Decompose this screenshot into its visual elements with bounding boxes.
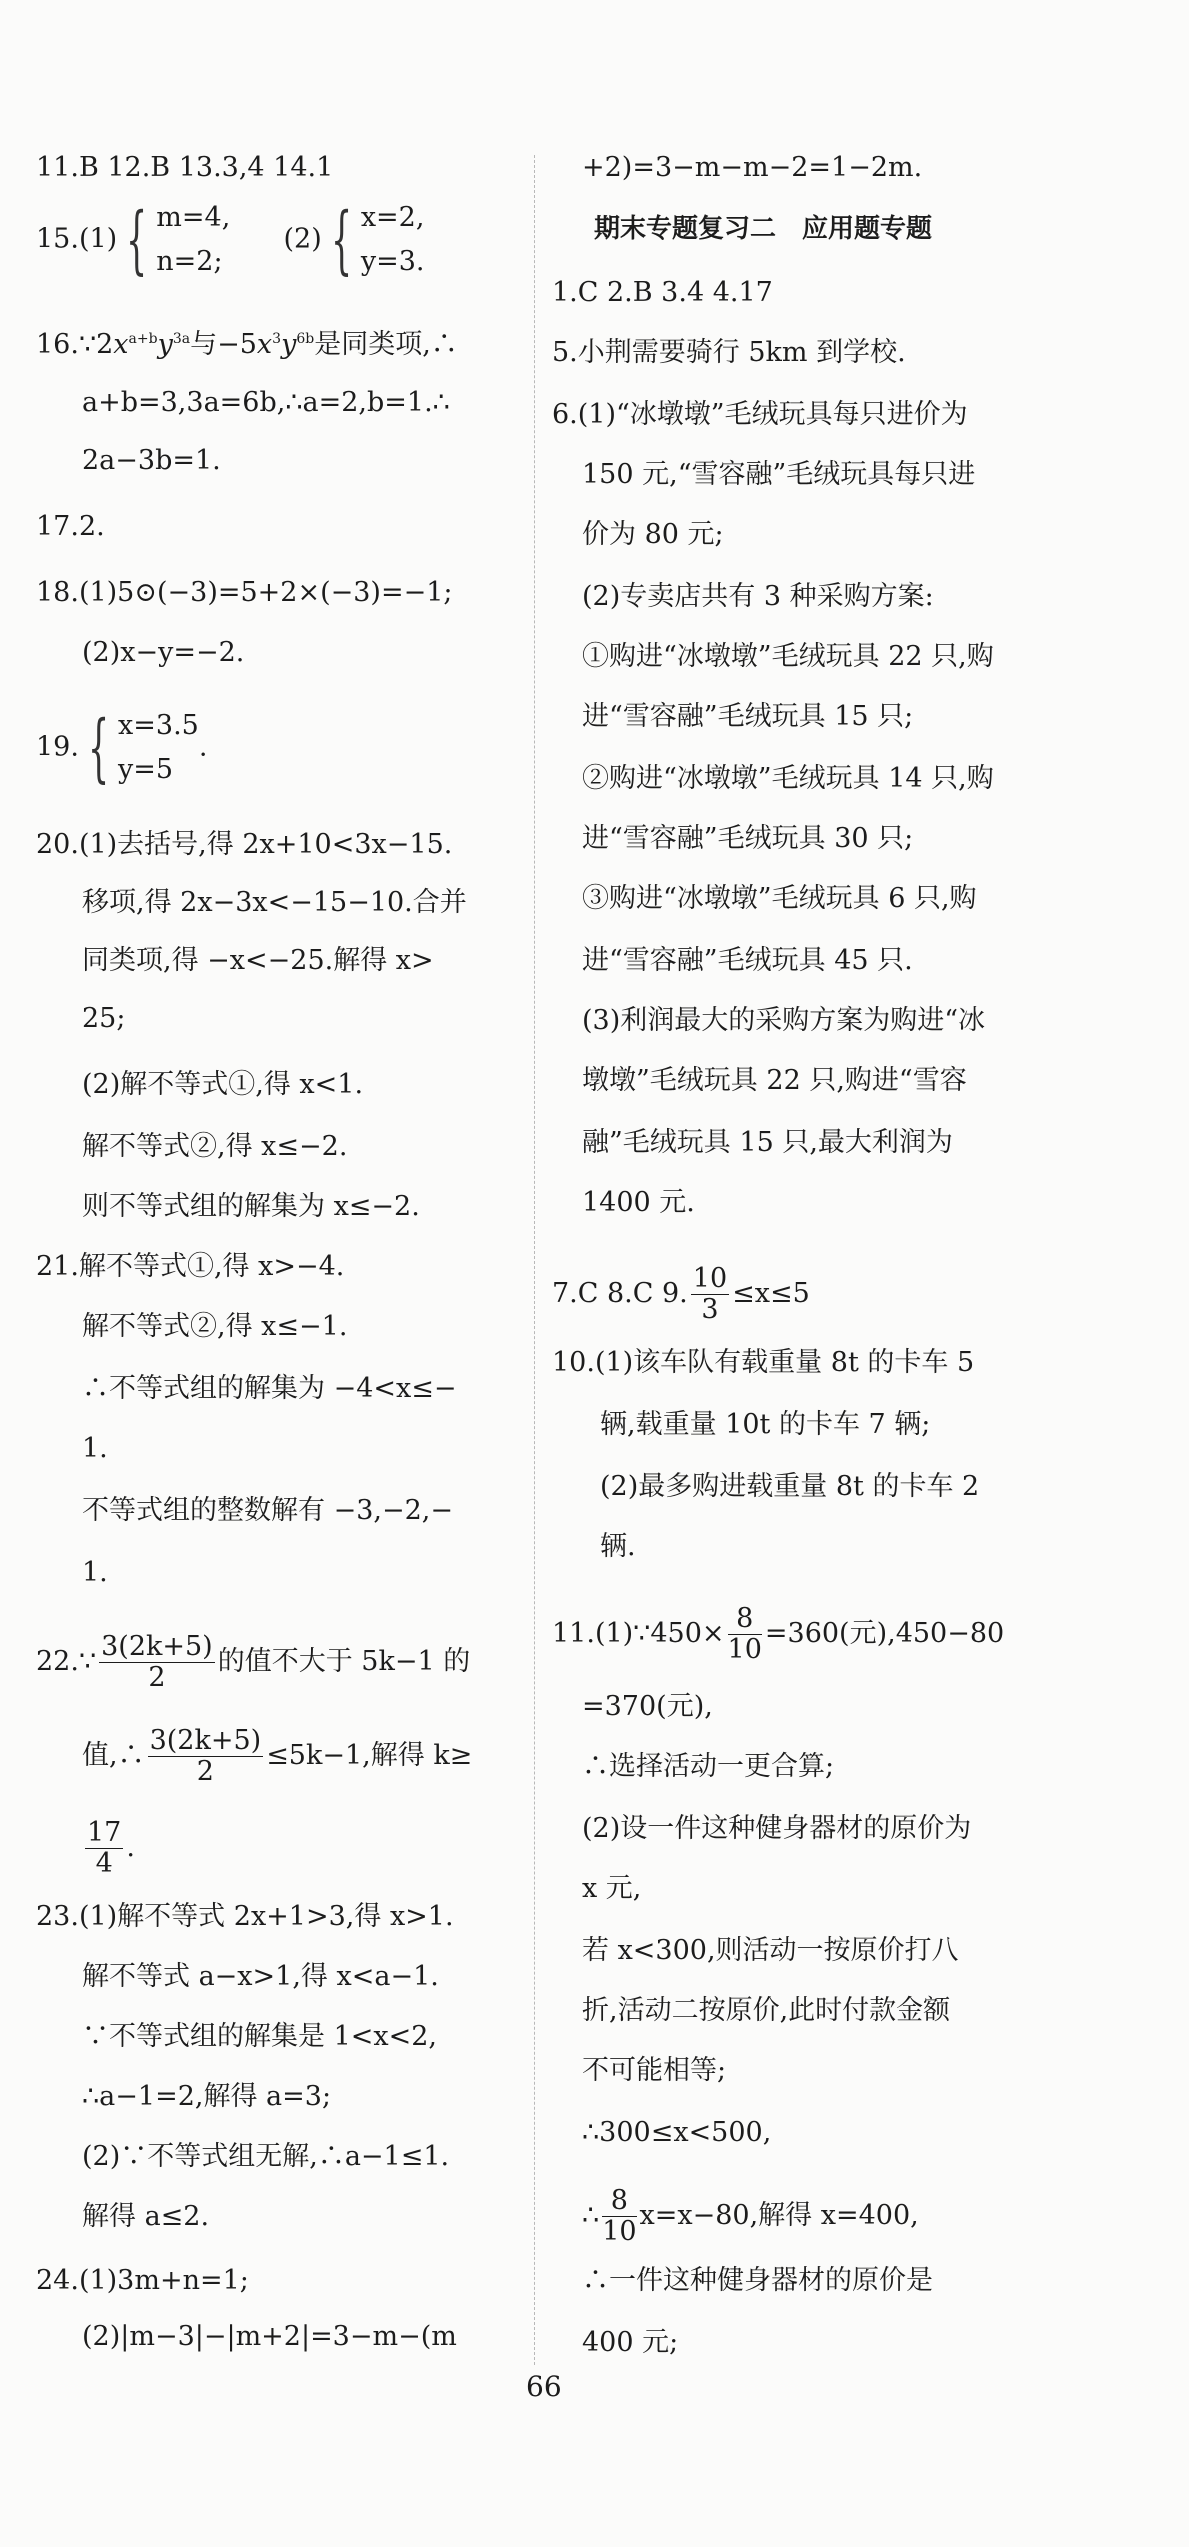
fraction: $\frac{10}{3}$ [692, 1263, 728, 1325]
page-number: 66 [526, 2370, 562, 2403]
answer-11-line12: 400 元; [582, 2327, 679, 2358]
answer-6-line6: 进“雪容融”毛绒玩具 15 只; [582, 701, 914, 732]
answer-11-line9: ∴300≤x<500, [582, 2117, 772, 2148]
answer-19: 19. { x=3.5 y=5 . [36, 705, 208, 791]
answer-6-line2: 150 元,“雪容融”毛绒玩具每只进 [582, 459, 976, 490]
answer-23-line6: 解得 a≤2. [82, 2201, 210, 2232]
answers-11-14: 11.B 12.B 13.3,4 14.1 [36, 152, 334, 183]
fraction: $\frac{17}{4}$ [87, 1817, 122, 1879]
answer-23-line4: ∴a−1=2,解得 a=3; [82, 2081, 332, 2112]
answer-20-line4: 25; [82, 1003, 126, 1034]
answer-11-line7: 折,活动二按原价,此时付款金额 [582, 1995, 951, 2026]
answer-6-line5: ①购进“冰墩墩”毛绒玩具 22 只,购 [582, 641, 994, 672]
answers-7-9: 7.C 8.C 9. $\frac{10}{3}$ ≤x≤5 [552, 1263, 810, 1325]
answer-6-line9: ③购进“冰墩墩”毛绒玩具 6 只,购 [582, 883, 977, 914]
answer-11-line3: ∴选择活动一更合算; [582, 1751, 835, 1782]
answer-24-continued: +2)=3−m−m−2=1−2m. [582, 152, 923, 183]
answer-21-line6: 1. [82, 1557, 108, 1588]
answer-23-line5: (2)∵不等式组无解,∴a−1≤1. [82, 2141, 450, 2172]
brace-icon: { [330, 197, 352, 283]
answer-10-line2: 辆,载重量 10t 的卡车 7 辆; [600, 1409, 931, 1440]
answer-24-line1: 24.(1)3m+n=1; [36, 2265, 249, 2296]
answer-6-line7: ②购进“冰墩墩”毛绒玩具 14 只,购 [582, 763, 994, 794]
answer-6-line11: (3)利润最大的采购方案为购进“冰 [582, 1005, 986, 1036]
fraction: $\frac{8}{10}$ [602, 2185, 637, 2247]
fraction: $\frac{3(2k+5)}{2}$ [149, 1725, 262, 1787]
answer-20-line6: 解不等式②,得 x≤−2. [82, 1131, 348, 1162]
answer-6-line12: 墩墩”毛绒玩具 22 只,购进“雪容 [582, 1065, 967, 1096]
answer-11-line6: 若 x<300,则活动一按原价打八 [582, 1935, 959, 1966]
answer-11-line5: x 元, [582, 1873, 642, 1904]
answer-18-line1: 18.(1)5⊙(−3)=5+2×(−3)=−1; [36, 577, 453, 608]
answer-11-line10: ∴ $\frac{8}{10}$ x=x−80,解得 x=400, [582, 2185, 919, 2247]
equation-system-19: x=3.5 y=5 [118, 710, 199, 785]
answer-11-line4: (2)设一件这种健身器材的原价为 [582, 1813, 972, 1844]
answer-6-line10: 进“雪容融”毛绒玩具 45 只. [582, 945, 913, 976]
answer-6-line13: 融”毛绒玩具 15 只,最大利润为 [582, 1127, 953, 1158]
answer-18-line2: (2)x−y=−2. [82, 637, 245, 668]
answer-6-line8: 进“雪容融”毛绒玩具 30 只; [582, 823, 914, 854]
answer-11-line2: =370(元), [582, 1691, 713, 1722]
answer-20-line1: 20.(1)去括号,得 2x+10<3x−15. [36, 829, 453, 860]
answer-22-line3: $\frac{17}{4}$ . [87, 1817, 135, 1879]
answer-24-line2: (2)|m−3|−|m+2|=3−m−(m [82, 2321, 457, 2352]
answer-21-line4: 1. [82, 1433, 108, 1464]
answer-10-line4: 辆. [600, 1531, 636, 1562]
answer-5: 5.小荆需要骑行 5km 到学校. [552, 337, 906, 368]
answer-21-line2: 解不等式②,得 x≤−1. [82, 1311, 348, 1342]
answer-10-line3: (2)最多购进载重量 8t 的卡车 2 [600, 1471, 980, 1502]
answer-11-line8: 不可能相等; [582, 2055, 727, 2086]
answer-22-line1: 22.∵ $\frac{3(2k+5)}{2}$ 的值不大于 5k−1 的 [36, 1631, 471, 1693]
answer-20-line2: 移项,得 2x−3x<−15−10.合并 [82, 887, 467, 918]
section-heading: 期末专题复习二 应用题专题 [594, 214, 933, 244]
answer-20-line7: 则不等式组的解集为 x≤−2. [82, 1191, 420, 1222]
answer-16-line2: a+b=3,3a=6b,∴a=2,b=1.∴ [82, 387, 450, 418]
answer-16-line1: $16.\because 2x^{a+b}y^{3a}$与$-5x^3y^{6b}$是同类项,∴ [36, 329, 458, 360]
answer-21-line1: 21.解不等式①,得 x>−4. [36, 1251, 345, 1282]
equation-system-1: m=4, n=2; [156, 202, 231, 277]
answer-17: 17.2. [36, 511, 105, 542]
column-divider [534, 155, 535, 2365]
answer-20-line3: 同类项,得 −x<−25.解得 x> [82, 945, 434, 976]
answer-22-line2: 值,∴ $\frac{3(2k+5)}{2}$ ≤5k−1,解得 k≥ [82, 1725, 473, 1787]
answer-6-line1: 6.(1)“冰墩墩”毛绒玩具每只进价为 [552, 399, 968, 430]
answer-6-line4: (2)专卖店共有 3 种采购方案: [582, 581, 934, 612]
answer-16-line3: 2a−3b=1. [82, 445, 221, 476]
equation-system-2: x=2, y=3. [360, 202, 425, 277]
answer-23-line3: ∵不等式组的解集是 1<x<2, [82, 2021, 437, 2052]
answer-21-line3: ∴不等式组的解集为 −4<x≤− [82, 1373, 457, 1404]
answer-11-line1: 11.(1)∵450× $\frac{8}{10}$ =360(元),450−80 [552, 1603, 1005, 1665]
answer-23-line1: 23.(1)解不等式 2x+1>3,得 x>1. [36, 1901, 454, 1932]
answer-6-line14: 1400 元. [582, 1187, 695, 1218]
answer-23-line2: 解不等式 a−x>1,得 x<a−1. [82, 1961, 439, 1992]
answer-6-line3: 价为 80 元; [582, 519, 724, 550]
fraction: $\frac{3(2k+5)}{2}$ [101, 1631, 213, 1693]
answer-10-line1: 10.(1)该车队有载重量 8t 的卡车 5 [552, 1347, 975, 1378]
brace-icon: { [126, 197, 148, 283]
answers-1-4: 1.C 2.B 3.4 4.17 [552, 277, 773, 308]
answer-21-line5: 不等式组的整数解有 −3,−2,− [82, 1495, 453, 1526]
answer-11-line11: ∴一件这种健身器材的原价是 [582, 2265, 933, 2296]
answer-20-line5: (2)解不等式①,得 x<1. [82, 1069, 364, 1100]
fraction: $\frac{8}{10}$ [727, 1603, 762, 1665]
answer-15: 15.(1) { m=4, n=2; (2) { x=2, y=3. [36, 197, 425, 283]
brace-icon: { [87, 705, 110, 791]
